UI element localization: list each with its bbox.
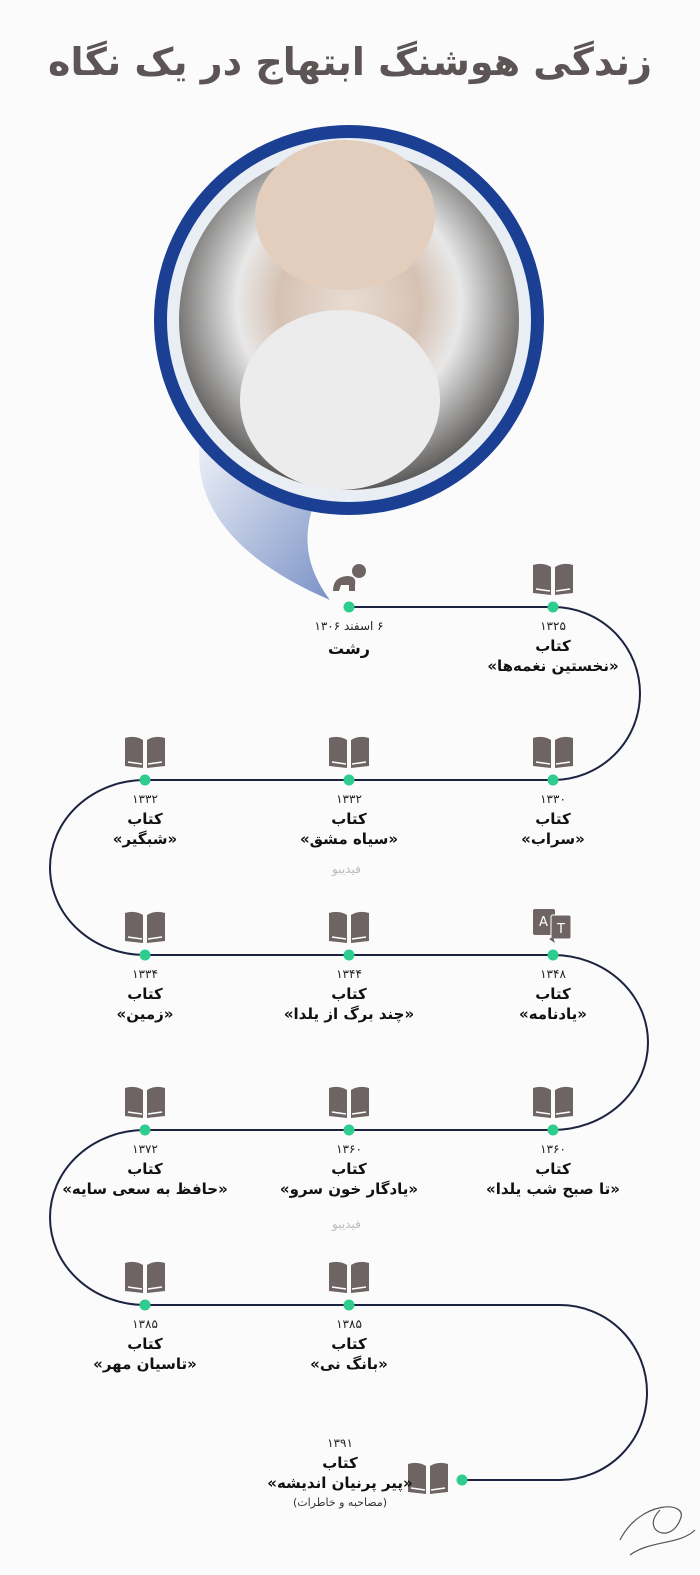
entry-title: «زمین» xyxy=(116,1005,174,1023)
book-icon xyxy=(123,734,167,770)
timeline-dot xyxy=(457,1475,468,1486)
entry-title: «شبگیر» xyxy=(112,830,178,848)
portrait-photo xyxy=(154,125,544,515)
entry-year: ۱۳۳۴ xyxy=(132,967,158,981)
entry-kind: کتاب xyxy=(535,1160,571,1178)
timeline-entry xyxy=(249,1317,449,1373)
entry-kind: کتاب xyxy=(535,810,571,828)
entry-kind: کتاب xyxy=(331,1160,367,1178)
entry-title: «نخستین نغمه‌ها» xyxy=(487,657,619,675)
entry-title: «پیر پرنیان اندیشه» xyxy=(267,1474,413,1492)
entry-year: ۱۳۲۵ xyxy=(540,619,566,633)
timeline-dot xyxy=(140,1300,151,1311)
timeline-entry xyxy=(249,619,449,658)
entry-year: ۱۳۶۰ xyxy=(336,1142,362,1156)
book-icon xyxy=(327,909,371,945)
translate-icon xyxy=(531,909,575,945)
entry-kind: کتاب xyxy=(535,637,571,655)
timeline-entry xyxy=(249,1142,449,1198)
svg-text:T: T xyxy=(557,922,565,937)
book-icon xyxy=(327,1084,371,1120)
timeline-entry xyxy=(453,967,653,1023)
timeline-dot xyxy=(140,950,151,961)
entry-year: ۱۳۴۸ xyxy=(540,967,566,981)
timeline-dot xyxy=(140,775,151,786)
page-title: زندگی هوشنگ ابتهاج در یک نگاه xyxy=(48,40,652,84)
entry-title: «بانگ نی» xyxy=(310,1355,388,1373)
entry-kind: کتاب xyxy=(331,1335,367,1353)
entry-year: ۱۳۸۵ xyxy=(132,1317,158,1331)
svg-text:A: A xyxy=(539,915,548,930)
entry-title: «چند برگ از یلدا» xyxy=(283,1005,415,1023)
timeline-dot xyxy=(344,1300,355,1311)
publisher-logo xyxy=(620,1507,695,1555)
entry-year: ۱۳۳۲ xyxy=(132,792,158,806)
book-icon xyxy=(123,1259,167,1295)
entry-place: رشت xyxy=(328,639,370,658)
entry-title: «تاسیان مهر» xyxy=(93,1355,197,1373)
timeline-dot xyxy=(548,950,559,961)
entry-kind: کتاب xyxy=(331,985,367,1003)
entry-year: ۶ اسفند ۱۳۰۶ xyxy=(314,619,384,633)
watermark: فیدیبو xyxy=(332,1217,361,1231)
entry-year: ۱۳۳۰ xyxy=(540,792,566,806)
entry-note: (مصاحبه و خاطرات) xyxy=(292,1496,388,1509)
entry-kind: کتاب xyxy=(127,1335,163,1353)
entry-kind: کتاب xyxy=(127,985,163,1003)
timeline-entry xyxy=(249,792,449,848)
book-icon xyxy=(531,734,575,770)
book-icon xyxy=(531,561,575,597)
entry-kind: کتاب xyxy=(331,810,367,828)
timeline-dot xyxy=(344,1125,355,1136)
entry-year: ۱۳۳۲ xyxy=(336,792,362,806)
entry-title: «سراب» xyxy=(521,830,585,848)
timeline-dot xyxy=(344,602,355,613)
timeline-entry xyxy=(45,1142,245,1198)
book-icon xyxy=(327,1259,371,1295)
book-icon xyxy=(531,1084,575,1120)
timeline-dot xyxy=(140,1125,151,1136)
timeline-dot xyxy=(344,775,355,786)
timeline-entry xyxy=(453,792,653,848)
timeline-entry xyxy=(453,1142,653,1198)
entry-title: «سیاه مشق» xyxy=(299,830,399,848)
baby-icon xyxy=(327,561,371,597)
entry-year: ۱۳۴۴ xyxy=(336,967,362,981)
watermark: فیدیبو xyxy=(332,862,361,876)
timeline-entry xyxy=(453,619,653,675)
entry-kind: کتاب xyxy=(535,985,571,1003)
entry-year: ۱۳۷۲ xyxy=(132,1142,158,1156)
entry-year: ۱۳۸۵ xyxy=(336,1317,362,1331)
entry-title: «یادگار خون سرو» xyxy=(279,1180,419,1198)
entry-kind: کتاب xyxy=(127,810,163,828)
entry-year: ۱۳۹۱ xyxy=(327,1436,353,1450)
entry-title: «تا صبح شب یلدا» xyxy=(486,1180,620,1198)
timeline-entry xyxy=(240,1436,440,1509)
book-icon xyxy=(123,909,167,945)
entry-kind: کتاب xyxy=(127,1160,163,1178)
timeline-entry xyxy=(45,967,245,1023)
entry-title: «یادنامه» xyxy=(519,1005,587,1023)
timeline-entry xyxy=(45,792,245,848)
timeline-entry xyxy=(249,967,449,1023)
timeline-dot xyxy=(548,775,559,786)
timeline-dot xyxy=(548,602,559,613)
entry-year: ۱۳۶۰ xyxy=(540,1142,566,1156)
timeline-entry xyxy=(45,1317,245,1373)
timeline-dot xyxy=(548,1125,559,1136)
entry-kind: کتاب xyxy=(322,1454,358,1472)
book-icon xyxy=(327,734,371,770)
timeline-dot xyxy=(344,950,355,961)
book-icon xyxy=(123,1084,167,1120)
entry-title: «حافظ به سعی سایه» xyxy=(62,1180,228,1198)
